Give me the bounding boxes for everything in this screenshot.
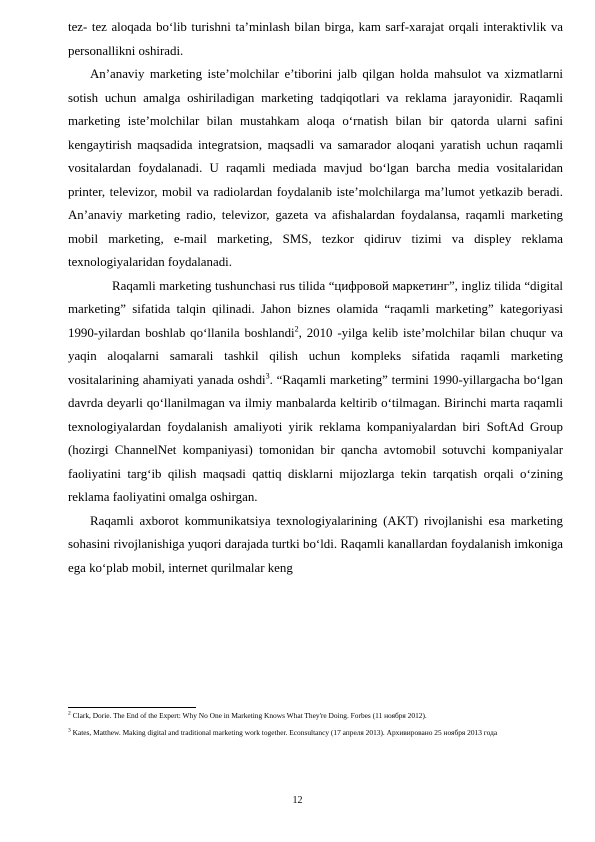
footnote-divider xyxy=(68,707,196,708)
paragraph-continuation: tez- tez aloqada bo‘lib turishni ta’minlash bilan birga, kam sarf-xarajat orqali interaktivlik va personallikni oshiradi. xyxy=(68,20,563,58)
body-text xyxy=(68,16,563,580)
footnote-mark: 2 xyxy=(68,710,71,717)
footnote-ref[interactable]: 2 xyxy=(294,324,299,334)
paragraph-text-part: , 2010 -yilga kelib iste’molchilar bilan chuqur va yaqin aloqalarni samarali tashkil qilish uchun kompleks sifatida raqamli marketing vositalarining ahamiyati yanada oshdi xyxy=(68,325,564,387)
paragraph-text-part: Raqamli marketing tushunchasi rus tilida “цифровой маркетинг”, ingliz tilida “digital marketing” sifatida talqin qilinadi. Jahon biznes olamida “raqamli marketing” kategoriyasi 1990-yilardan boshlab qo‘llanila boshlandi xyxy=(68,278,563,340)
page-number: 12 xyxy=(292,795,303,806)
footnote-text: Kates, Matthew. Making digital and traditional marketing work together. Econsultancy (17 апреля 2013). Архивировано 25 ноября 2013 года xyxy=(70,728,498,737)
footnote-text: Clark, Dorie. The End of the Expert: Why No One in Marketing Knows What They're Doing. Forbes (11 ноября 2012). xyxy=(70,711,427,720)
footnotes xyxy=(68,710,563,744)
paragraph-traditional-vs-digital: An’anaviy marketing iste’molchilar e’tiborini jalb qilgan holda mahsulot va xizmatlarni sotish uchun amalga oshiriladigan marketing tadqiqotlari va reklama jarayonidir. Raqamli marketing iste’molchilar bilan mustahkam aloqa o‘rnatish bilan bir qatorda ularni safini kengaytirish maqsadida integratsion, maqsadli va samarador aloqani yaratish uchun raqamli vositalardan foydalanadi. U raqamli mediada mavjud bo‘lgan barcha media vositalaridan printer, televizor, mobil va radiolardan foydalanib iste’molchilarga ma’lumot yetkazib beradi. An’anaviy marketing radio, televizor, gazeta va afishalardan foydalansa, raqamli marketing mobil marketing, e-mail marketing, SMS, tezkor qidiruv tizimi va displey reklama texnologiyalaridan foydalanadi. xyxy=(68,67,563,269)
paragraph-text-part: . “Raqamli marketing” termini 1990-yillargacha bo‘lgan davrda deyarli qo‘llanilmagan va ilmiy manbalarda keltirib o‘tilmagan. Birinchi marta raqamli texnologiyalardan foydalanish amaliyoti yirik reklama kompaniyalardan biri SoftAd Group (hozirgi ChannelNet kompaniyasi) tomonidan bir qancha avtomobil sotuvchi kompaniyalar faoliyatini targ‘ib qilish maqsadi qattiq disklarni mijozlarga tekin tarqatish orqali o‘zining reklama faoliyatini omalga oshirgan. xyxy=(68,372,563,504)
footnote xyxy=(68,710,563,721)
footnote-ref[interactable]: 3 xyxy=(265,371,270,381)
paragraph-ict-development: Raqamli axborot kommunikatsiya texnologiyalarining (AKT) rivojlanishi esa marketing sohasini rivojlanishiga yuqori darajada turtki bo‘ldi. Raqamli kanallardan foydalanish imkoniga ega ko‘plab mobil, internet qurilmalar keng xyxy=(68,513,563,575)
footnote-mark: 3 xyxy=(68,727,71,734)
paragraph-digital-marketing-history xyxy=(68,275,563,510)
footnote xyxy=(68,727,563,738)
